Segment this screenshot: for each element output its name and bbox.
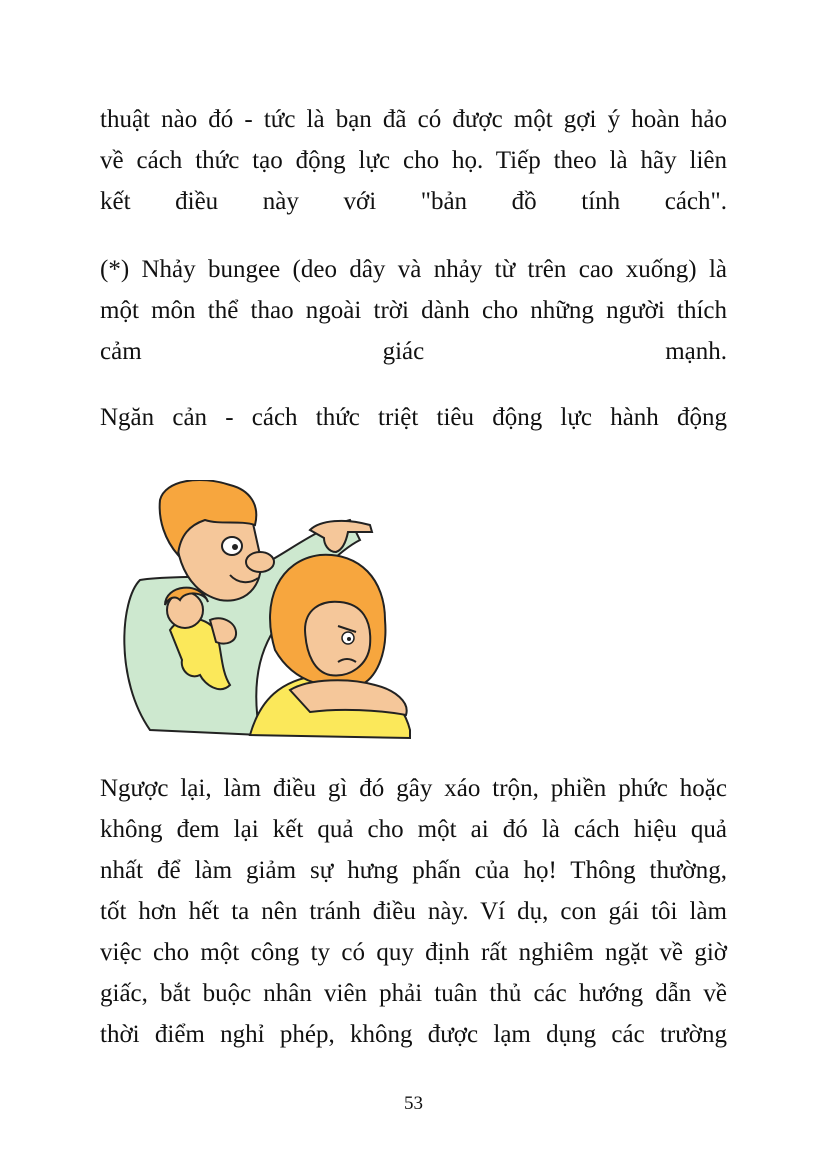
text-line: Ngược lại, làm điều gì đó gây xáo trộn, phiền phức hoặc — [100, 775, 727, 802]
paragraph-intro — [100, 99, 727, 222]
text-line: nhất để làm giảm sự hưng phấn của họ! Thông thường, — [100, 857, 727, 884]
text-line: tốt hơn hết ta nên tránh điều này. Ví dụ, con gái tôi làm — [100, 898, 727, 925]
text-line: cảm giác mạnh. — [100, 338, 727, 365]
page-number: 53 — [404, 1093, 423, 1114]
paragraph-main — [100, 768, 727, 1055]
girl-face — [305, 602, 370, 676]
section-heading — [100, 397, 727, 438]
girl-pupil — [347, 637, 351, 641]
text-line: việc cho một công ty có quy định rất nghiêm ngặt về giờ — [100, 939, 727, 966]
text-line: thời điểm nghỉ phép, không được lạm dụng các trường — [100, 1021, 727, 1048]
text-line: kết điều này với "bản đồ tính cách". — [100, 188, 727, 215]
text-line: thuật nào đó - tức là bạn đã có được một gợi ý hoàn hảo — [100, 106, 727, 133]
text-line: giấc, bắt buộc nhân viên phải tuân thủ các hướng dẫn về — [100, 980, 727, 1007]
man-eye — [222, 537, 242, 555]
text-line: về cách thức tạo động lực cho họ. Tiếp theo là hãy liên — [100, 147, 727, 174]
heading-text: Ngăn cản - cách thức triệt tiêu động lực hành động — [100, 404, 727, 431]
cartoon-illustration — [110, 480, 420, 740]
text-line: không đem lại kết quả cho một ai đó là cách hiệu quả — [100, 816, 727, 843]
girl-arms — [290, 680, 407, 715]
footnote-bungee — [100, 249, 727, 372]
text-line: (*) Nhảy bungee (deo dây và nhảy từ trên cao xuống) là — [100, 256, 727, 283]
text-line: một môn thể thao ngoài trời dành cho những người thích — [100, 297, 727, 324]
man-nose — [246, 552, 274, 572]
man-pupil — [232, 544, 238, 550]
